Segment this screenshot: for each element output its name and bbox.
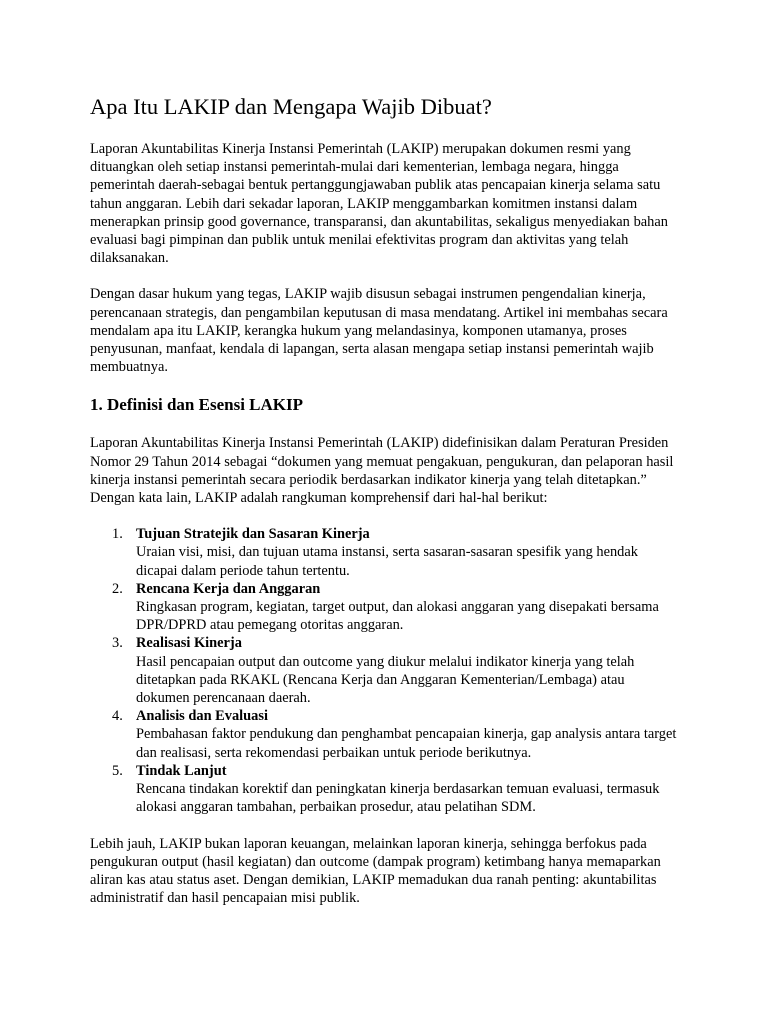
list-item-number: 1. [112, 526, 123, 543]
section-1-closing-paragraph: Lebih jauh, LAKIP bukan laporan keuangan, melainkan laporan kinerja, sehingga berfokus pada pengukuran output (hasil kegiatan) dan outcome (dampak program) ketimbang hanya memaparkan aliran kas atau status aset. Dengan demikian, LAKIP memadukan dua ranah penting: akuntabilitas administratif dan hasil pencapaian misi publik. [90, 835, 661, 907]
section-1-paragraph: Laporan Akuntabilitas Kinerja Instansi Pemerintah (LAKIP) didefinisikan dalam Peraturan Presiden Nomor 29 Tahun 2014 sebagai “dokumen yang memuat pengakuan, pengukuran, dan pelaporan hasil kinerja instansi pemerintah secara periodik berdasarkan indikator kinerja yang telah ditetapkan.” Dengan kata lain, LAKIP adalah rangkuman komprehensif dari hal-hal berikut: [90, 435, 674, 507]
list-item-number: 3. [112, 635, 123, 652]
component-list [90, 525, 680, 816]
list-item-description: Pembahasan faktor pendukung dan penghambat pencapaian kinerja, gap analysis antara target dan realisasi, serta rekomendasi perbaikan untuk periode berikutnya. [136, 726, 677, 761]
list-item-description: Ringkasan program, kegiatan, target output, dan alokasi anggaran yang disepakati bersama DPR/DPRD atau pemegang otoritas anggaran. [136, 599, 659, 634]
list-item-title: Realisasi Kinerja [136, 635, 242, 652]
list-item [90, 762, 680, 817]
list-item-number: 4. [112, 708, 123, 725]
intro-paragraph-1: Laporan Akuntabilitas Kinerja Instansi Pemerintah (LAKIP) merupakan dokumen resmi yang dituangkan oleh setiap instansi pemerintah-mulai dari kementerian, lembaga negara, hingga pemerintah daerah-sebagai bentuk pertanggungjawaban publik atas pencapaian kinerja selama satu tahun anggaran. Lebih dari sekadar laporan, LAKIP menggambarkan komitmen instansi dalam menerapkan prinsip good governance, transparansi, dan akuntabilitas, sekaligus menyediakan bahan evaluasi bagi pimpinan dan publik untuk menilai efektivitas program dan aktivitas yang telah dilaksanakan. [90, 141, 668, 267]
list-item-title: Rencana Kerja dan Anggaran [136, 580, 321, 597]
list-item-description: Uraian visi, misi, dan tujuan utama instansi, serta sasaran-sasaran spesifik yang hendak dicapai dalam periode tahun tertentu. [136, 544, 638, 579]
list-item [90, 707, 680, 762]
document-title: Apa Itu LAKIP dan Mengapa Wajib Dibuat? [90, 94, 492, 119]
list-item-title: Analisis dan Evaluasi [136, 708, 268, 725]
document-page [90, 92, 680, 925]
list-item [90, 634, 680, 707]
list-item-number: 2. [112, 580, 123, 597]
list-item [90, 525, 680, 580]
list-item-title: Tindak Lanjut [136, 762, 227, 779]
intro-paragraph-2: Dengan dasar hukum yang tegas, LAKIP wajib disusun sebagai instrumen pengendalian kinerja, perencanaan strategis, dan pengambilan keputusan di masa mendatang. Artikel ini membahas secara mendalam apa itu LAKIP, kerangka hukum yang melandasinya, komponen utamanya, proses penyusunan, manfaat, kendala di lapangan, serta alasan mengapa setiap instansi pemerintah wajib membuatnya. [90, 286, 668, 376]
list-item-title: Tujuan Stratejik dan Sasaran Kinerja [136, 526, 370, 543]
list-item-number: 5. [112, 762, 123, 779]
list-item-description: Hasil pencapaian output dan outcome yang diukur melalui indikator kinerja yang telah ditetapkan pada RKAKL (Rencana Kerja dan Anggaran Kementerian/Lembaga) atau dokumen perencanaan daerah. [136, 653, 635, 707]
list-item [90, 580, 680, 635]
list-item-description: Rencana tindakan korektif dan peningkatan kinerja berdasarkan temuan evaluasi, termasuk alokasi anggaran tambahan, perbaikan prosedur, atau pelatihan SDM. [136, 781, 660, 816]
section-1-title: 1. Definisi dan Esensi LAKIP [90, 395, 304, 415]
